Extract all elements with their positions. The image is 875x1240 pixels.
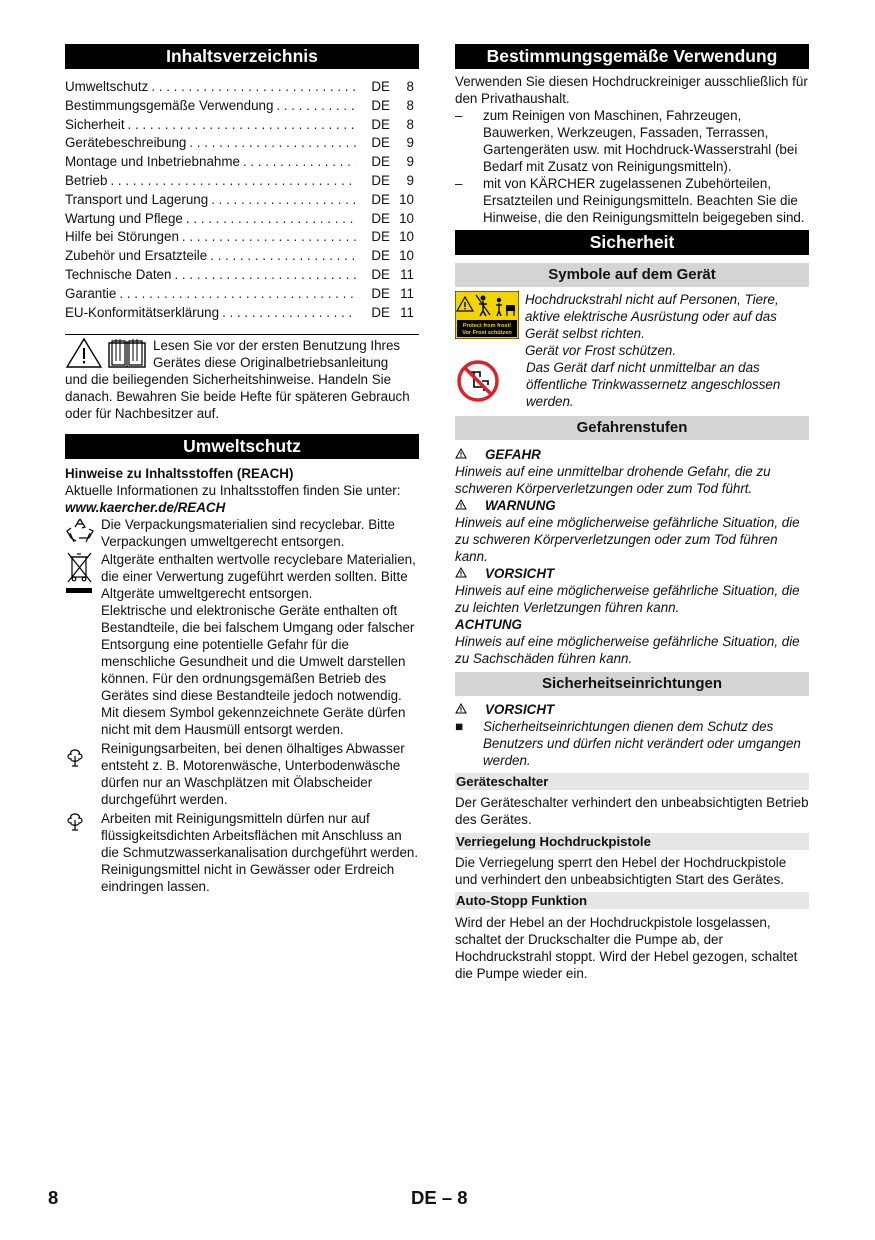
manual-book-icon — [107, 337, 147, 369]
symbol2-text: Das Gerät darf nicht unmittelbar an das öffentliche Trinkwassernetz angeschlossen werden. — [526, 360, 781, 409]
weee-text: Altgeräte enthalten wertvolle recyclebare Materialien, die einer Verwertung zugeführt werden sollten. Bitte Altgeräte umweltgerecht entsorgen. — [101, 552, 416, 602]
symbol-warning-label — [455, 291, 809, 359]
no-drinking-water-connection-icon — [456, 359, 500, 403]
toc-entry[interactable]: Umweltschutz . . . DE 8 — [65, 78, 419, 97]
toc-entry[interactable]: Transport und Lagerung . . . DE 10 — [65, 191, 419, 210]
symbol1-text: Hochdruckstrahl nicht auf Personen, Tiere, aktive elektrische Ausrüstung oder auf das Gerät selbst richten. — [525, 292, 779, 341]
jet-warning-label-icon — [455, 291, 519, 339]
toc-title: Inhaltsverzeichnis — [65, 44, 419, 69]
weee-text-2: Elektrische und elektronische Geräte enthalten oft Bestandteile, die bei falschem Umgang oder falscher Entsorgung eine potentielle Gefahr für die menschliche Gesundheit und die Umwelt darstellen können. Für den ordnungsgemäßen Betrieb des Gerätes sind diese Bestandteile jedoch notwendig. Mit diesem Symbol gekennzeichnete Geräte dürfen nicht mit dem Hausmüll entsorgt werden. — [101, 603, 415, 738]
toc-entry[interactable]: Bestimmungsgemäße Verwendung . . . DE 8 — [65, 97, 419, 116]
gefahrenstufen-title: Gefahrenstufen — [455, 416, 809, 440]
weee-notice — [65, 551, 419, 738]
geraeteschalter-text: Der Geräteschalter verhindert den unbeabsichtigten Betrieb des Gerätes. — [455, 795, 809, 827]
recycle-notice — [65, 516, 419, 550]
label-line-1: Protect from frost! — [462, 323, 512, 329]
right-column — [455, 44, 809, 982]
warning-triangle-icon — [455, 565, 485, 582]
toc-entry[interactable]: Zubehör und Ersatzteile . . . DE 10 — [65, 247, 419, 266]
oil-text: Reinigungsarbeiten, bei denen ölhaltiges Abwasser entsteht z. B. Motorenwäsche, Unterbodenwäsche dürfen nur an Waschplätzen mit Ölabscheider durchgeführt werden. — [101, 741, 405, 808]
symbol-no-drinking-water — [455, 359, 809, 410]
warning-triangle-icon — [455, 701, 485, 718]
sicherheit-title: Sicherheit — [455, 230, 809, 255]
environment-tree-icon — [65, 748, 85, 768]
reach-link[interactable]: www.kaercher.de/REACH — [65, 500, 226, 516]
toc-entry[interactable]: EU-Konformitätserklärung . . . DE 11 — [65, 304, 419, 323]
verwendung-intro: Verwenden Sie diesen Hochdruckreiniger ausschließlich für den Privathaushalt. — [455, 74, 808, 106]
divider — [65, 334, 419, 335]
toc-entry[interactable]: Gerätebeschreibung . . . DE 9 — [65, 134, 419, 153]
toc-entry[interactable]: Montage und Inbetriebnahme . . . DE 9 — [65, 153, 419, 172]
page-number-center: DE – 8 — [411, 1187, 468, 1208]
square-bullet-icon: ■ — [455, 719, 464, 734]
intro-notice — [65, 337, 419, 371]
autostopp-title: Auto-Stopp Funktion — [455, 892, 809, 909]
detergent-notice — [65, 810, 419, 895]
verriegelung-text: Die Verriegelung sperrt den Hebel der Hochdruckpistole und verhindert den unbeabsichtigten Start des Gerätes. — [455, 855, 787, 887]
reach-text: Aktuelle Informationen zu Inhaltsstoffen finden Sie unter: — [65, 483, 401, 499]
symbol1-text-2: Gerät vor Frost schützen. — [525, 343, 677, 358]
left-column — [65, 44, 419, 895]
level-vorsicht: VORSICHT Hinweis auf eine möglicherweise gefährliche Situation, die zu leichten Verletzungen führen kann. — [455, 566, 800, 615]
toc-entry[interactable]: Garantie . . . DE 11 — [65, 285, 419, 304]
toc-entry[interactable]: Wartung und Pflege . . . DE 10 — [65, 210, 419, 229]
page-number-left: 8 — [48, 1187, 59, 1208]
verriegelung-title: Verriegelung Hochdruckpistole — [455, 833, 809, 850]
autostopp-text: Wird der Hebel an der Hochdruckpistole losgelassen, schaltet der Druckschalter die Pumpe ab, der Hochdruckstrahl stoppt. Wird der Hebel gezogen, schaltet die Pumpe wieder ein. — [455, 915, 798, 981]
umweltschutz-title: Umweltschutz — [65, 434, 419, 459]
intro-text-rest: und die beiliegenden Sicherheitshinweise. Handeln Sie danach. Bewahren Sie beide Hefte für späteren Gebrauch oder für Nachbesitzer auf. — [65, 372, 410, 422]
label-line-2: Vor Frost schützen — [462, 330, 512, 336]
level-gefahr: GEFAHR Hinweis auf eine unmittelbar drohende Gefahr, die zu schweren Körperverletzungen oder zum Tod führt. — [455, 447, 771, 496]
einrichtungen-title: Sicherheitseinrichtungen — [455, 672, 809, 696]
crossed-bin-icon — [65, 551, 95, 597]
warning-triangle-icon — [455, 446, 485, 463]
toc-entry[interactable]: Sicherheit . . . DE 8 — [65, 116, 419, 135]
intro-icons — [65, 337, 153, 371]
verwendung-item: – mit von KÄRCHER zugelassenen Zubehörteilen, Ersatzteilen und Reinigungsmitteln. Beachten Sie die Hinweise, die den Reinigungsmitteln beigegeben sind. — [455, 176, 805, 225]
level-warnung: WARNUNG Hinweis auf eine möglicherweise gefährliche Situation, die zu schweren Körperverletzungen oder zum Tod führen kann. — [455, 498, 800, 564]
warning-triangle-icon — [65, 337, 103, 369]
geraeteschalter-title: Geräteschalter — [455, 773, 809, 790]
reach-heading: Hinweise zu Inhaltsstoffen (REACH) — [65, 466, 294, 482]
level-achtung: ACHTUNG Hinweis auf eine möglicherweise gefährliche Situation, die zu Sachschäden führen kann. — [455, 617, 800, 666]
einrichtungen-item: ■ Sicherheitseinrichtungen dienen dem Schutz des Benutzers und dürfen nicht verändert oder umgangen werden. — [455, 719, 801, 768]
verwendung-item: – zum Reinigen von Maschinen, Fahrzeugen, Bauwerken, Werkzeugen, Fassaden, Terrassen, Gartengeräten usw. mit Hochdruck-Wasserstrahl (bei Bedarf mit Zusatz von Reinigungsmitteln). — [455, 108, 798, 174]
intro-text-first: Lesen Sie vor der ersten Benutzung Ihres Gerätes diese Originalbetriebsanleitung — [153, 338, 401, 371]
recycle-icon — [65, 516, 95, 546]
einrichtungen-level: VORSICHT — [455, 701, 809, 718]
verwendung-title: Bestimmungsgemäße Verwendung — [455, 44, 809, 69]
symbole-title: Symbole auf dem Gerät — [455, 263, 809, 287]
detergent-text: Arbeiten mit Reinigungsmitteln dürfen nur auf flüssigkeitsdichten Arbeitsflächen mit Anschluss an die Schmutzwasserkanalisation durchgeführt werden. Reinigungsmittel nicht in Gewässer oder Erdreich eindringen lassen. — [101, 811, 419, 895]
toc-entry[interactable]: Betrieb . . . DE 9 — [65, 172, 419, 191]
recycle-text: Die Verpackungsmaterialien sind recyclebar. Bitte Verpackungen umweltgerecht entsorgen. — [101, 517, 395, 550]
environment-tree-icon — [65, 812, 85, 832]
warning-triangle-icon — [455, 497, 485, 514]
table-of-contents — [65, 78, 419, 322]
toc-entry[interactable]: Hilfe bei Störungen . . . DE 10 — [65, 228, 419, 247]
oil-notice — [65, 740, 419, 808]
toc-entry[interactable]: Technische Daten . . . DE 11 — [65, 266, 419, 285]
